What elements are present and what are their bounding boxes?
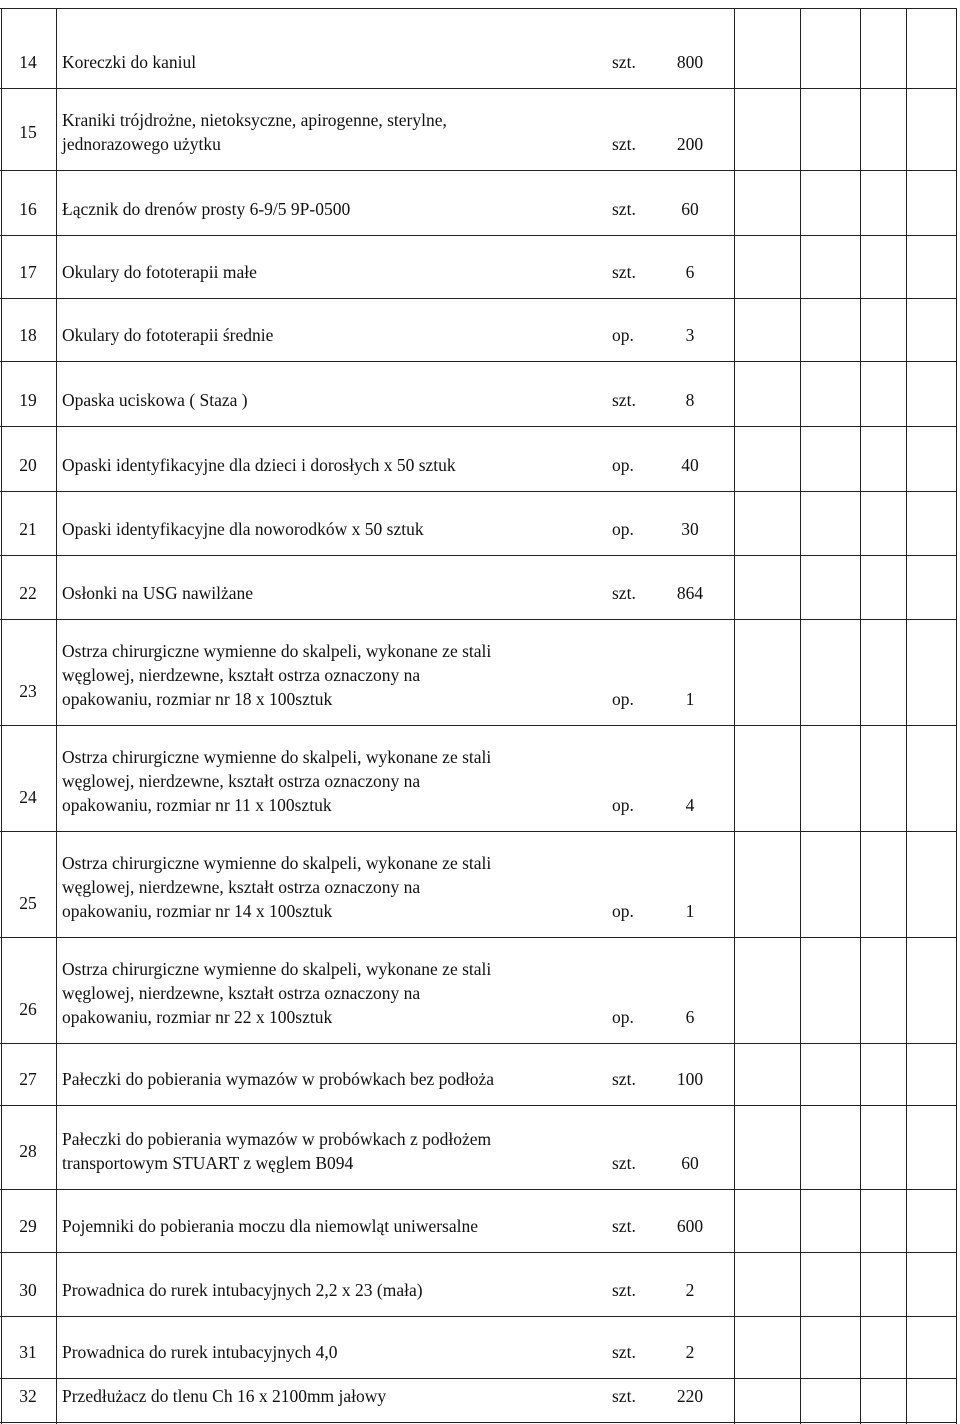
item-description-line: Pojemniki do pobierania moczu dla niemowląt uniwersalne: [62, 1216, 479, 1236]
table-row-border: [0, 1378, 956, 1379]
unit-of-measure: szt.: [612, 134, 636, 154]
row-number: 17: [19, 262, 37, 282]
table-row-border: [0, 1189, 956, 1190]
table-column-border: [956, 8, 957, 1424]
row-number: 18: [19, 325, 37, 345]
item-description-line: Prowadnica do rurek intubacyjnych 4,0: [62, 1342, 338, 1362]
quantity: 30: [681, 519, 699, 539]
table-row-border: [0, 1105, 956, 1106]
item-description-line: Ostrza chirurgiczne wymienne do skalpeli, wykonane ze stali: [62, 747, 492, 767]
row-number: 26: [19, 999, 37, 1019]
item-description-line: węglowej, nierdzewne, kształt ostrza oznaczony na: [62, 983, 421, 1003]
item-description-line: opakowaniu, rozmiar nr 22 x 100sztuk: [62, 1007, 333, 1027]
quantity: 600: [676, 1216, 704, 1236]
row-number: 30: [19, 1280, 37, 1300]
table-column-border: [906, 8, 907, 1424]
table-row-border: [0, 491, 956, 492]
table-row-border: [0, 555, 956, 556]
row-number: 29: [19, 1216, 37, 1236]
row-number: 14: [19, 52, 37, 72]
quantity: 4: [685, 795, 695, 815]
table-row-border: [0, 619, 956, 620]
item-description-line: węglowej, nierdzewne, kształt ostrza oznaczony na: [62, 771, 421, 791]
unit-of-measure: szt.: [612, 1280, 636, 1300]
row-number: 32: [19, 1386, 37, 1406]
row-number: 22: [19, 583, 37, 603]
item-description-line: jednorazowego użytku: [62, 134, 221, 154]
row-number: 28: [19, 1141, 37, 1161]
row-number: 15: [19, 122, 37, 142]
item-description-line: Pałeczki do pobierania wymazów w probówkach bez podłoża: [62, 1069, 494, 1089]
item-description-line: opakowaniu, rozmiar nr 11 x 100sztuk: [62, 795, 332, 815]
item-description-line: węglowej, nierdzewne, kształt ostrza oznaczony na: [62, 877, 421, 897]
table-row-border: [0, 937, 956, 938]
row-number: 23: [19, 681, 37, 701]
item-description-line: Opaski identyfikacyjne dla dzieci i dorosłych x 50 sztuk: [62, 455, 456, 475]
item-description-line: Ostrza chirurgiczne wymienne do skalpeli, wykonane ze stali: [62, 959, 492, 979]
table-row-border: [0, 298, 956, 299]
item-description-line: Ostrza chirurgiczne wymienne do skalpeli, wykonane ze stali: [62, 641, 492, 661]
row-number: 25: [19, 893, 37, 913]
unit-of-measure: szt.: [612, 1153, 636, 1173]
table-row-border: [0, 235, 956, 236]
table-row-border: [0, 725, 956, 726]
unit-of-measure: szt.: [612, 1386, 636, 1406]
quantity: 60: [681, 199, 699, 219]
item-description-line: Okulary do fototerapii średnie: [62, 325, 274, 345]
item-description-line: Pałeczki do pobierania wymazów w probówkach z podłożem: [62, 1129, 492, 1149]
unit-of-measure: szt.: [612, 199, 636, 219]
quantity: 6: [685, 262, 695, 282]
quantity: 1: [685, 901, 695, 921]
unit-of-measure: szt.: [612, 262, 636, 282]
unit-of-measure: op.: [612, 689, 634, 709]
table-row-border: [0, 1422, 956, 1423]
quantity: 2: [685, 1342, 695, 1362]
item-description-line: Ostrza chirurgiczne wymienne do skalpeli, wykonane ze stali: [62, 853, 492, 873]
quantity: 864: [676, 583, 704, 603]
item-description-line: Łącznik do drenów prosty 6-9/5 9P-0500: [62, 199, 351, 219]
quantity: 8: [685, 390, 695, 410]
row-number: 19: [19, 390, 37, 410]
unit-of-measure: szt.: [612, 583, 636, 603]
unit-of-measure: op.: [612, 1007, 634, 1027]
unit-of-measure: op.: [612, 901, 634, 921]
row-number: 31: [19, 1342, 37, 1362]
row-number: 20: [19, 455, 37, 475]
row-number: 27: [19, 1069, 37, 1089]
table-row-border: [0, 426, 956, 427]
item-description-line: Okulary do fototerapii małe: [62, 262, 257, 282]
item-description-line: opakowaniu, rozmiar nr 14 x 100sztuk: [62, 901, 333, 921]
quantity: 60: [681, 1153, 699, 1173]
table-column-border: [800, 8, 801, 1424]
quantity: 100: [676, 1069, 704, 1089]
row-number: 21: [19, 519, 37, 539]
item-description-line: Opaski identyfikacyjne dla noworodków x 50 sztuk: [62, 519, 424, 539]
item-description-line: Koreczki do kaniul: [62, 52, 197, 72]
quantity: 200: [676, 134, 704, 154]
unit-of-measure: szt.: [612, 1342, 636, 1362]
table-column-border: [734, 8, 735, 1424]
table-row-border: [0, 361, 956, 362]
table-row-border: [0, 1316, 956, 1317]
quantity: 1: [685, 689, 695, 709]
row-number: 16: [19, 199, 37, 219]
row-number: 24: [19, 787, 37, 807]
table-row-border: [0, 1252, 956, 1253]
quantity: 40: [681, 455, 699, 475]
unit-of-measure: op.: [612, 325, 634, 345]
item-description-line: węglowej, nierdzewne, kształt ostrza oznaczony na: [62, 665, 421, 685]
unit-of-measure: szt.: [612, 52, 636, 72]
item-description-line: opakowaniu, rozmiar nr 18 x 100sztuk: [62, 689, 333, 709]
quantity: 800: [676, 52, 704, 72]
item-description-line: Osłonki na USG nawilżane: [62, 583, 254, 603]
table-row-border: [0, 170, 956, 171]
item-description-line: Opaska uciskowa ( Staza ): [62, 390, 248, 410]
unit-of-measure: op.: [612, 519, 634, 539]
unit-of-measure: op.: [612, 455, 634, 475]
table-row-border: [0, 88, 956, 89]
quantity: 6: [685, 1007, 695, 1027]
quantity: 220: [676, 1386, 704, 1406]
quantity: 2: [685, 1280, 695, 1300]
unit-of-measure: szt.: [612, 390, 636, 410]
unit-of-measure: szt.: [612, 1216, 636, 1236]
table-column-border: [860, 8, 861, 1424]
item-description-line: Przedłużacz do tlenu Ch 16 x 2100mm jałowy: [62, 1386, 387, 1406]
item-description-line: Kraniki trójdrożne, nietoksyczne, apirogenne, sterylne,: [62, 110, 447, 130]
quantity: 3: [685, 325, 695, 345]
item-description-line: transportowym STUART z węglem B094: [62, 1153, 354, 1173]
item-description-line: Prowadnica do rurek intubacyjnych 2,2 x 23 (mała): [62, 1280, 423, 1300]
unit-of-measure: szt.: [612, 1069, 636, 1089]
table-row-border: [0, 1043, 956, 1044]
table-row-border: [0, 8, 956, 9]
unit-of-measure: op.: [612, 795, 634, 815]
table-row-border: [0, 831, 956, 832]
table-column-border: [56, 8, 57, 1424]
